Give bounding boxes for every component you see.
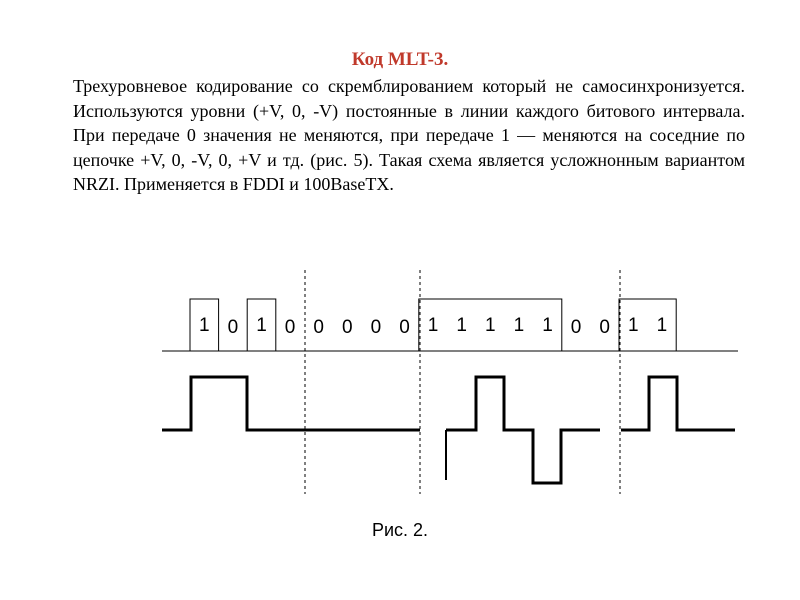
bit-label: 1 [456, 315, 467, 336]
bit-sequence-row [162, 299, 738, 351]
bit-label: 1 [485, 315, 496, 336]
slide-title: Код MLT-3. [351, 49, 449, 70]
signal-segment [162, 377, 420, 430]
bit-label: 1 [513, 315, 525, 336]
bit-label: 0 [313, 317, 324, 338]
figure-caption: Рис. 2. [371, 520, 429, 540]
bit-label: 1 [542, 315, 553, 336]
bit-label: 0 [284, 317, 296, 338]
bit-label: 1 [427, 315, 439, 336]
bit-label: 0 [570, 317, 582, 338]
mlt3-signal-waveform [162, 377, 735, 483]
signal-segment [446, 377, 600, 483]
bit-group-dividers [305, 270, 620, 494]
bit-label: 0 [342, 317, 353, 338]
bit-label: 1 [256, 315, 267, 336]
bit-label: 0 [599, 317, 610, 338]
bit-label: 1 [628, 315, 639, 336]
bit-label: 1 [199, 315, 210, 336]
bit-label: 0 [370, 317, 382, 338]
bit-label: 1 [656, 315, 668, 336]
signal-segment [621, 377, 735, 430]
bit-label: 0 [227, 317, 239, 338]
bit-label: 0 [399, 317, 410, 338]
description-paragraph: Трехуровневое кодирование со скремблированием который не самосинхронизуется. Используются уровни (+V, 0, -V) постоянные в линии каждого битового интервала. При передаче 0 значения не меняются, при передаче 1 — меняются на соседние по цепочке +V, 0, -V, 0, +V и тд. (рис. 5). Такая схема является усложнонным вариантом NRZI. Применяется в FDDI и 100BaseTX. [73, 76, 745, 194]
